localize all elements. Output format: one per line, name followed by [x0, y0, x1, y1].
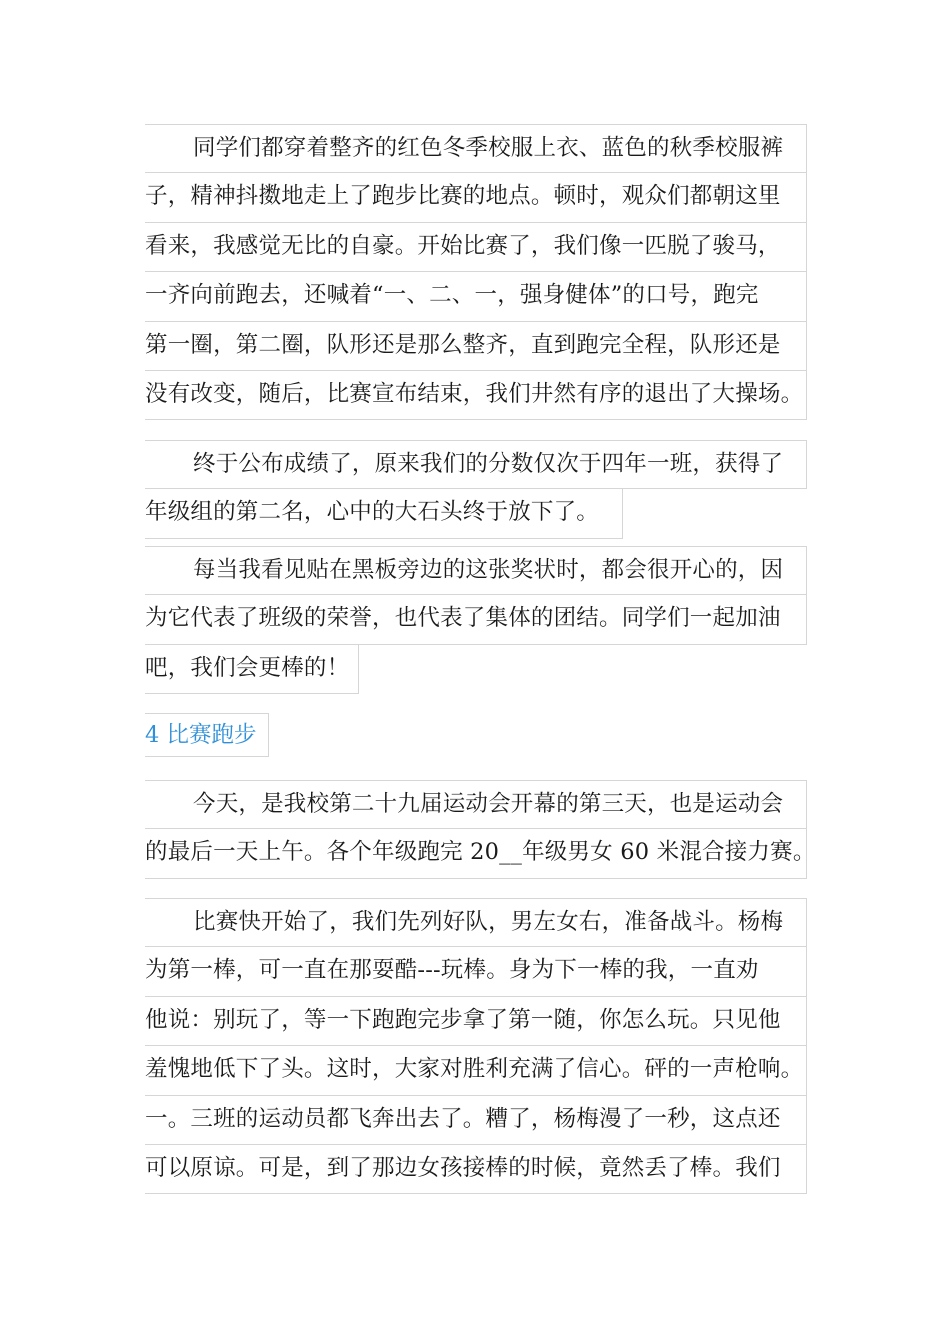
text-line: 今天，是我校第二十九届运动会开幕的第三天，也是运动会	[145, 780, 807, 829]
paragraph-4	[145, 780, 816, 879]
text-line: 子，精神抖擞地走上了跑步比赛的地点。顿时，观众们都朝这里	[145, 173, 807, 222]
paragraph-3	[145, 546, 807, 694]
section-heading: 4 比赛跑步	[145, 713, 269, 757]
text-line: 吧，我们会更棒的！	[145, 645, 359, 694]
text-line: 终于公布成绩了，原来我们的分数仅次于四年一班，获得了	[145, 440, 807, 489]
text-line: 没有改变，随后，比赛宣布结束，我们井然有序的退出了大操场。	[145, 371, 807, 420]
text-line: 为它代表了班级的荣誉，也代表了集体的团结。同学们一起加油	[145, 595, 807, 644]
text-line: 一齐向前跑去，还喊着“一、二、一，强身健体”的口号，跑完	[145, 272, 807, 321]
text-line: 比赛快开始了，我们先列好队，男左女右，准备战斗。杨梅	[145, 898, 807, 947]
text-line: 他说：别玩了，等一下跑跑完步拿了第一随，你怎么玩。只见他	[145, 997, 807, 1046]
text-line: 看来，我感觉无比的自豪。开始比赛了，我们像一匹脱了骏马，	[145, 223, 807, 272]
text-line: 第一圈，第二圈，队形还是那么整齐，直到跑完全程，队形还是	[145, 322, 807, 371]
text-line: 每当我看见贴在黑板旁边的这张奖状时，都会很开心的，因	[145, 546, 807, 595]
paragraph-2	[145, 440, 807, 539]
paragraph-5	[145, 898, 807, 1194]
text-line: 为第一棒，可一直在那耍酷---玩棒。身为下一棒的我，一直劝	[145, 947, 807, 996]
text-line: 一。三班的运动员都飞奔出去了。糟了，杨梅漫了一秒，这点还	[145, 1096, 807, 1145]
text-line: 同学们都穿着整齐的红色冬季校服上衣、蓝色的秋季校服裤	[145, 124, 807, 173]
text-line: 年级组的第二名，心中的大石头终于放下了。	[145, 489, 623, 538]
text-line: 可以原谅。可是，到了那边女孩接棒的时候，竟然丢了棒。我们	[145, 1145, 807, 1194]
paragraph-1	[145, 124, 807, 420]
text-line: 羞愧地低下了头。这时，大家对胜利充满了信心。砰的一声枪响。	[145, 1046, 807, 1095]
text-line: 的最后一天上午。各个年级跑完 20__年级男女 60 米混合接力赛。	[145, 829, 807, 878]
